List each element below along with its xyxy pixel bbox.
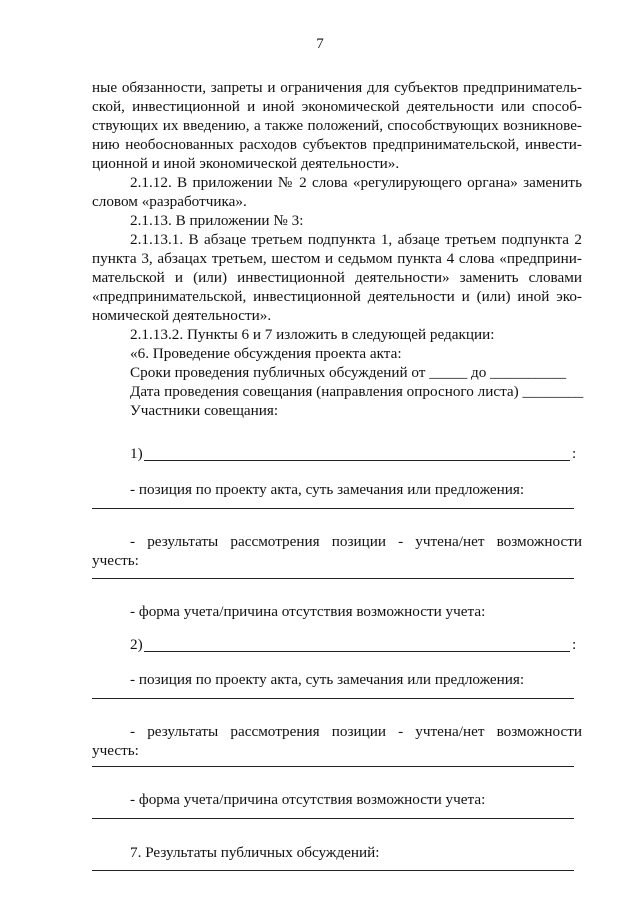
position-label: - позиция по проекту акта, суть замечания или предложения: (130, 671, 525, 688)
text-line: номической деятельности». (92, 307, 272, 324)
text-line: нию необоснованных расходов субъектов предпринимательской, инвести- (92, 136, 582, 153)
text-line: Дата проведения совещания (направления опросного листа) ________ (130, 383, 584, 400)
text-line: «предпринимательской, инвестиционной деятельности и (или) иной эко- (92, 288, 582, 305)
colon: : (572, 636, 577, 653)
text-line: Сроки проведения публичных обсуждений от _____ до __________ (130, 364, 567, 381)
fill-line (92, 508, 574, 509)
section-7-heading: 7. Результаты публичных обсуждений: (130, 844, 380, 861)
text-line: ные обязанности, запреты и ограничения для субъектов предприниматель- (92, 79, 582, 96)
fill-line (92, 698, 574, 699)
fill-line (144, 460, 570, 461)
text-line: пункта 3, абзацах третьем, шестом и седьмом пункта 4 слова «предприни- (92, 250, 582, 267)
results-label-cont: учесть: (92, 742, 139, 759)
text-line: Участники совещания: (130, 402, 279, 419)
text-line: 2.1.13.2. Пункты 6 и 7 изложить в следующей редакции: (130, 326, 495, 343)
results-label: - результаты рассмотрения позиции - учтена/нет возможности (130, 723, 582, 740)
results-label: - результаты рассмотрения позиции - учтена/нет возможности (130, 533, 582, 550)
page-number: 7 (316, 36, 324, 52)
fill-line (92, 578, 574, 579)
participant-number: 2) (130, 636, 143, 653)
text-line: ционной и иной экономической деятельности». (92, 155, 400, 172)
fill-line (92, 870, 574, 871)
text-line: мательской и (или) инвестиционной деятельности» заменить словами (92, 269, 582, 286)
participant-number: 1) (130, 445, 143, 462)
text-line: 2.1.12. В приложении № 2 слова «регулирующего органа» заменить (130, 174, 582, 191)
text-line: 2.1.13. В приложении № 3: (130, 212, 304, 229)
text-line: «6. Проведение обсуждения проекта акта: (130, 345, 402, 362)
form-label: - форма учета/причина отсутствия возможности учета: (130, 603, 486, 620)
colon: : (572, 445, 577, 462)
form-label: - форма учета/причина отсутствия возможности учета: (130, 791, 486, 808)
text-line: ской, инвестиционной и иной экономической деятельности или способ- (92, 98, 582, 115)
fill-line (92, 818, 574, 819)
fill-line (92, 766, 574, 767)
fill-line (144, 651, 570, 652)
text-line: ствующих их введению, а также положений, способствующих возникнове- (92, 117, 582, 134)
text-line: словом «разработчика». (92, 193, 247, 210)
text-line: 2.1.13.1. В абзаце третьем подпункта 1, абзаце третьем подпункта 2 (130, 231, 582, 248)
results-label-cont: учесть: (92, 552, 139, 569)
position-label: - позиция по проекту акта, суть замечания или предложения: (130, 481, 525, 498)
